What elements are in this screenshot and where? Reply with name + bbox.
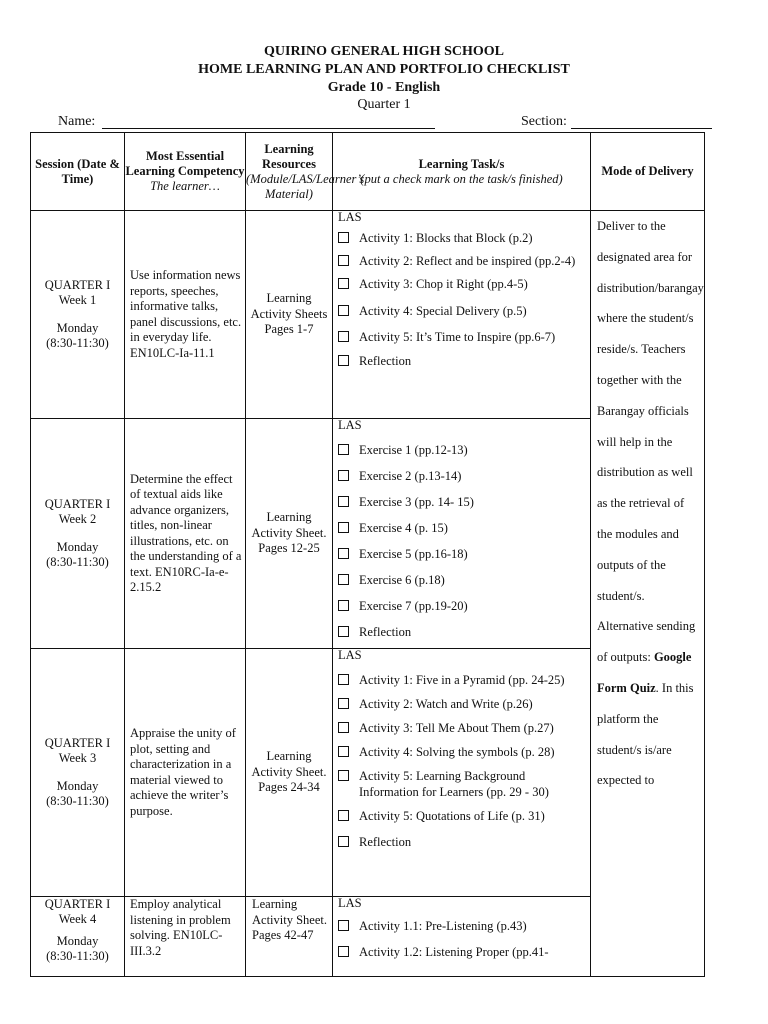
task-label: Reflection: [359, 625, 412, 639]
task-item[interactable]: [333, 484, 590, 510]
tasks-cell: [333, 649, 591, 897]
delivery-text: Deliver to the designated area for distribution/barangay where the student/s reside/s. Teachers together with the Barangay officials will help in the distribution as well as the retrieval of the modules and outputs of the student/s. Alternative sending of outputs:: [597, 219, 704, 665]
task-item[interactable]: [333, 458, 590, 484]
name-field[interactable]: [102, 128, 435, 129]
session-time: (8:30-11:30): [46, 336, 109, 350]
checkbox[interactable]: [338, 355, 349, 366]
name-section-line: [0, 114, 768, 132]
session-cell: [31, 211, 125, 419]
checkbox[interactable]: [338, 278, 349, 289]
session-quarter: QUARTER I: [44, 897, 111, 911]
task-item[interactable]: [333, 224, 590, 246]
task-label: Activity 1: Five in a Pyramid (pp. 24-25): [359, 673, 565, 687]
las-label: LAS: [338, 648, 362, 662]
task-item[interactable]: [333, 432, 590, 458]
task-item[interactable]: [333, 536, 590, 562]
col-resources-sub: (Module/LAS/Learner’s Material): [246, 171, 365, 201]
session-cell: [31, 649, 125, 897]
task-label: Exercise 1 (pp.12-13): [359, 443, 468, 457]
task-label: Activity 1.2: Listening Proper (pp.41-: [359, 945, 549, 959]
task-label: Exercise 2 (p.13-14): [359, 469, 462, 483]
school-name: QUIRINO GENERAL HIGH SCHOOL: [264, 44, 504, 59]
task-label: Exercise 7 (pp.19-20): [359, 599, 468, 613]
las-label: LAS: [338, 896, 362, 910]
task-item[interactable]: [333, 269, 590, 292]
session-week: Week 3: [58, 751, 97, 765]
checkbox[interactable]: [338, 722, 349, 733]
resources-cell: Learning Activity Sheet. Pages 42-47: [246, 897, 333, 977]
task-label: Activity 3: Chop it Right (pp.4-5): [359, 277, 528, 291]
tasks-cell: [333, 897, 591, 977]
col-resources: Learning Resources (Module/LAS/Learner’s Material): [246, 133, 333, 211]
table-header-row: [31, 133, 705, 211]
competency-cell: Appraise the unity of plot, setting and characterization in a material viewed to achieve the writer’s purpose.: [125, 649, 246, 897]
checkbox[interactable]: [338, 674, 349, 685]
task-label: Activity 4: Special Delivery (p.5): [359, 304, 527, 318]
session-cell: [31, 419, 125, 649]
session-week: Week 1: [58, 293, 97, 307]
checkbox[interactable]: [338, 232, 349, 243]
task-item[interactable]: [333, 588, 590, 614]
checkbox[interactable]: [338, 305, 349, 316]
resources-cell: Learning Activity Sheets Pages 1-7: [246, 211, 333, 419]
session-quarter: QUARTER I: [44, 278, 111, 292]
competency-cell: Use information news reports, speeches, informative talks, panel discussions, etc. in everyday life. EN10LC-Ia-11.1: [125, 211, 246, 419]
task-item[interactable]: [333, 712, 590, 736]
delivery-bold: Google Form Quiz: [597, 650, 692, 695]
task-label: Exercise 3 (pp. 14- 15): [359, 495, 474, 509]
task-label: Exercise 4 (p. 15): [359, 521, 448, 535]
task-label: Activity 3: Tell Me About Them (p.27): [359, 721, 554, 735]
col-competency-sub: The learner…: [150, 179, 220, 193]
task-item[interactable]: [333, 614, 590, 640]
session-time: (8:30-11:30): [46, 794, 109, 808]
session-cell: [31, 897, 125, 977]
task-item[interactable]: [333, 246, 590, 269]
task-item[interactable]: [333, 562, 590, 588]
session-time: (8:30-11:30): [46, 555, 109, 569]
task-label: Reflection: [359, 354, 412, 368]
task-label: Activity 5: It’s Time to Inspire (pp.6-7): [359, 330, 556, 344]
task-label: Activity 2: Watch and Write (p.26): [359, 697, 533, 711]
session-time: (8:30-11:30): [46, 949, 109, 963]
task-item[interactable]: [333, 510, 590, 536]
checkbox[interactable]: [338, 626, 349, 637]
checkbox[interactable]: [338, 574, 349, 585]
task-label: Activity 1.1: Pre-Listening (p.43): [359, 919, 527, 933]
task-label: Activity 5: Learning Background Information for Learners (pp. 29 - 30): [359, 769, 549, 799]
task-item[interactable]: [333, 292, 590, 319]
name-label: Name:: [58, 114, 96, 129]
checkbox[interactable]: [338, 331, 349, 342]
checkbox[interactable]: [338, 522, 349, 533]
section-label: Section:: [521, 114, 567, 129]
resources-cell: Learning Activity Sheet. Pages 24-34: [246, 649, 333, 897]
tasks-cell: [333, 211, 591, 419]
task-item[interactable]: [333, 760, 590, 800]
checkbox[interactable]: [338, 836, 349, 847]
task-label: Exercise 6 (p.18): [359, 573, 445, 587]
grade-label: Grade 10 - English: [327, 80, 441, 95]
session-day: Monday: [56, 321, 99, 335]
session-quarter: QUARTER I: [44, 736, 111, 750]
task-label: Activity 1: Blocks that Block (p.2): [359, 231, 533, 245]
table-row: [31, 211, 705, 419]
competency-cell: Employ analytical listening in problem solving. EN10LC-III.3.2: [125, 897, 246, 977]
competency-cell: Determine the effect of textual aids like advance organizers, titles, non-linear illustrations, etc. on the understanding of a text. EN10RC-Ia-e-2.15.2: [125, 419, 246, 649]
resources-cell: Learning Activity Sheet. Pages 12-25: [246, 419, 333, 649]
task-item[interactable]: [333, 688, 590, 712]
col-session: Session (Date & Time): [31, 133, 125, 211]
task-item[interactable]: [333, 910, 590, 934]
checkbox[interactable]: [338, 698, 349, 709]
col-competency: Most Essential Learning Competency The learner…: [125, 133, 246, 211]
checkbox[interactable]: [338, 920, 349, 931]
session-quarter: QUARTER I: [44, 497, 111, 511]
document-title: HOME LEARNING PLAN AND PORTFOLIO CHECKLIST: [198, 62, 570, 77]
session-day: Monday: [56, 779, 99, 793]
task-label: Activity 4: Solving the symbols (p. 28): [359, 745, 555, 759]
task-label: Activity 5: Quotations of Life (p. 31): [359, 809, 545, 823]
tasks-cell: [333, 419, 591, 649]
session-day: Monday: [56, 934, 99, 948]
las-label: LAS: [338, 418, 362, 432]
checkbox[interactable]: [338, 770, 349, 781]
task-label: Exercise 5 (pp.16-18): [359, 547, 468, 561]
task-item[interactable]: [333, 662, 590, 688]
task-item[interactable]: [333, 800, 590, 824]
task-item[interactable]: [333, 345, 590, 369]
checkbox[interactable]: [338, 746, 349, 757]
col-delivery: Mode of Delivery: [591, 133, 705, 211]
session-week: Week 2: [58, 512, 97, 526]
task-item[interactable]: [333, 736, 590, 760]
task-item[interactable]: [333, 319, 590, 345]
task-label: Activity 2: Reflect and be inspired (pp.2-4): [359, 254, 576, 268]
delivery-tail: . In this platform the student/s is/are expected to: [597, 680, 694, 788]
learning-plan-table: [30, 132, 705, 977]
checkbox[interactable]: [338, 600, 349, 611]
col-tasks-sub: (put a check mark on the task/s finished): [360, 171, 563, 186]
quarter-label: Quarter 1: [357, 97, 411, 112]
section-field[interactable]: [571, 128, 712, 129]
session-week: Week 4: [58, 912, 97, 926]
checkbox[interactable]: [338, 255, 349, 266]
task-item[interactable]: [333, 824, 590, 850]
checkbox[interactable]: [338, 810, 349, 821]
checkbox[interactable]: [338, 496, 349, 507]
delivery-cell: [591, 211, 705, 977]
checkbox[interactable]: [338, 548, 349, 559]
col-tasks: Learning Task/s (put a check mark on the task/s finished): [333, 133, 591, 211]
task-item[interactable]: [333, 934, 590, 960]
session-day: Monday: [56, 540, 99, 554]
task-label: Reflection: [359, 835, 412, 849]
checkbox[interactable]: [338, 470, 349, 481]
checkbox[interactable]: [338, 946, 349, 957]
las-label: LAS: [338, 210, 362, 224]
checkbox[interactable]: [338, 444, 349, 455]
